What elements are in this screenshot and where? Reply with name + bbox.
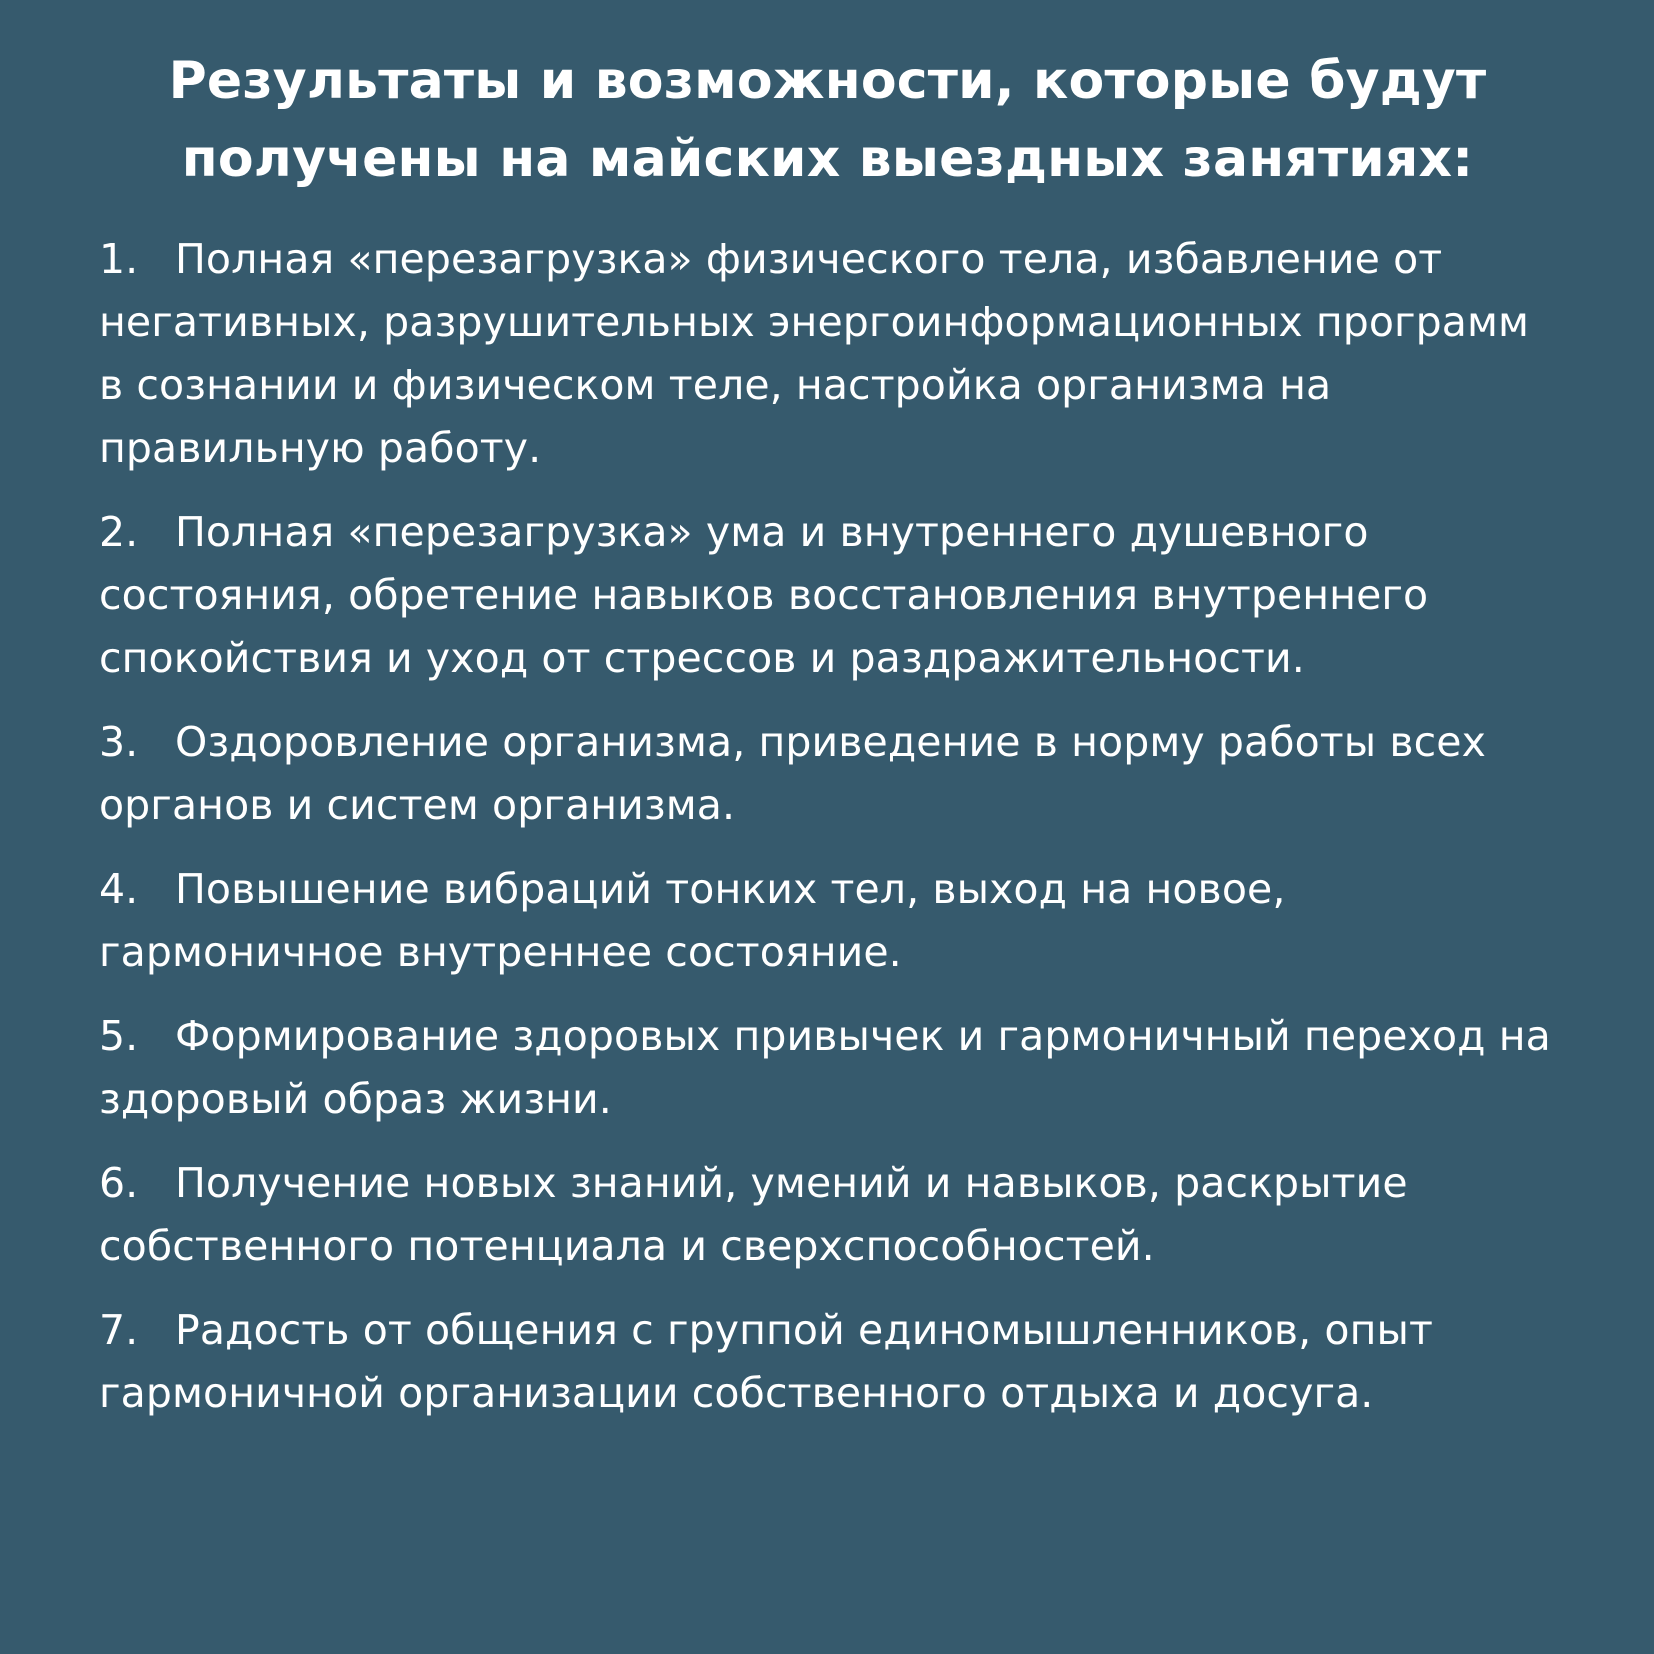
item-number: 6. <box>99 1159 139 1207</box>
item-number: 2. <box>99 508 139 556</box>
item-text: Радость от общения с группой единомышленников, опыт гармоничной организации собственного отдыха и досуга. <box>99 1306 1433 1417</box>
item-text: Получение новых знаний, умений и навыков, раскрытие собственного потенциала и сверхспособностей. <box>99 1159 1408 1270</box>
item-number: 1. <box>99 235 139 283</box>
results-list <box>99 228 1556 1425</box>
item-text: Полная «перезагрузка» ума и внутреннего душевного состояния, обретение навыков восстановления внутреннего спокойствия и уход от стрессов и раздражительности. <box>99 508 1429 682</box>
list-item-2 <box>99 501 1556 690</box>
list-item-5 <box>99 1005 1556 1131</box>
list-item-3 <box>99 711 1556 837</box>
list-item-6 <box>99 1152 1556 1278</box>
list-item-7 <box>99 1299 1556 1425</box>
item-text: Повышение вибраций тонких тел, выход на новое, гармоничное внутреннее состояние. <box>99 865 1286 976</box>
title-line-2: получены на майских выездных занятиях: <box>181 129 1474 189</box>
item-text: Формирование здоровых привычек и гармоничный переход на здоровый образ жизни. <box>99 1012 1551 1123</box>
page-title <box>99 42 1556 198</box>
list-item-4 <box>99 858 1556 984</box>
list-item-1 <box>99 228 1556 480</box>
item-number: 7. <box>99 1306 139 1354</box>
item-text: Полная «перезагрузка» физического тела, избавление от негативных, разрушительных энергоинформационных программ в сознании и физическом теле, настройка организма на правильную работу. <box>99 235 1530 472</box>
item-number: 5. <box>99 1012 139 1060</box>
title-line-1: Результаты и возможности, которые будут <box>168 51 1487 111</box>
item-number: 3. <box>99 718 139 766</box>
item-text: Оздоровление организма, приведение в норму работы всех органов и систем организма. <box>99 718 1486 829</box>
item-number: 4. <box>99 865 139 913</box>
